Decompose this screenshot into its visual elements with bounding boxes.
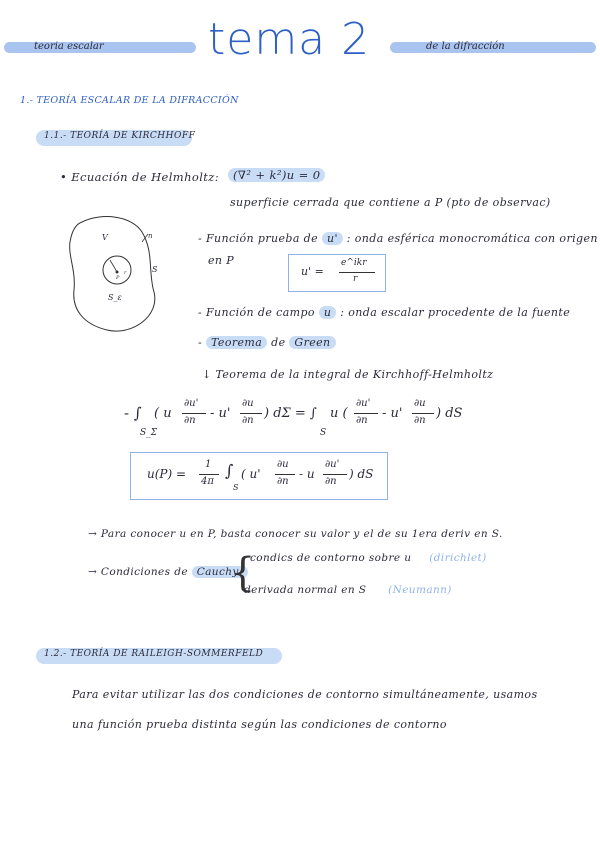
- eq1-frac2-num: ∂u: [242, 398, 254, 409]
- green-highlight-2: Green: [289, 336, 335, 349]
- condition-2: [244, 584, 452, 596]
- eq1-frac4-bar: [412, 413, 434, 414]
- header-right-bar: [390, 42, 596, 53]
- eq1-right-sub: S: [320, 428, 327, 438]
- section-heading-1: 1.- TEORÍA ESCALAR DE LA DIFRACCIÓN: [20, 95, 239, 106]
- green-mid: de: [271, 336, 286, 349]
- kirchhoff-result-box: [130, 452, 388, 500]
- box-dup: ∂u': [325, 459, 340, 470]
- box-dn2: ∂n: [325, 476, 337, 487]
- ueq-fraction-bar: [339, 272, 375, 273]
- cond1-note: (dirichlet): [429, 552, 487, 564]
- subsection-heading-1-1: 1.1.- TEORÍA DE KIRCHHOFF: [44, 131, 196, 141]
- box-du: ∂u: [277, 459, 289, 470]
- condition-1: [250, 552, 487, 564]
- box-lhs: u(P) =: [147, 467, 187, 481]
- subsection-pill-1-2: [36, 648, 282, 664]
- box-dn: ∂n: [277, 476, 289, 487]
- label-n: n: [148, 232, 153, 240]
- box-close: ) dS: [349, 467, 374, 481]
- prueba-line: [198, 232, 598, 245]
- ueq-num: e^ikr: [341, 258, 367, 268]
- helmholtz-equation: [228, 168, 325, 182]
- prueba-line2: en P: [208, 254, 235, 267]
- campo-line: [198, 306, 570, 319]
- kirchhoff-theorem-line: ↓ Teorema de la integral de Kirchhoff-Helmholtz: [202, 368, 494, 381]
- cauchy-highlight: Cauchy:: [192, 566, 248, 578]
- page-title: tema 2: [208, 14, 371, 65]
- box-int: ∫: [225, 461, 234, 480]
- cauchy-prefix: → Condiciones de: [88, 566, 188, 578]
- green-highlight-1: Teorema: [206, 336, 267, 349]
- ueq-lhs: u' =: [301, 265, 324, 278]
- surface-outline: [70, 217, 155, 332]
- campo-var: u: [319, 306, 337, 319]
- helmholtz-label: • Ecuación de Helmholtz:: [60, 170, 220, 184]
- bullet-conocer: → Para conocer u en P, basta conocer su valor y el de su 1era deriv en S.: [88, 528, 503, 540]
- cond2-text: derivada normal en S: [244, 584, 367, 596]
- box-frac-num: 1: [205, 459, 212, 470]
- prueba-var: u': [322, 232, 343, 245]
- cond1-text: condics de contorno sobre u: [250, 552, 412, 564]
- eq1-left-sub: S_Σ: [140, 428, 158, 438]
- green-line: [198, 336, 336, 349]
- eq1-frac2-bar: [240, 413, 262, 414]
- eq1-frac1-den: ∂n: [184, 415, 196, 426]
- cauchy-brace: {: [230, 550, 256, 596]
- box-open: ( u': [241, 467, 261, 481]
- campo-prefix: - Función de campo: [198, 306, 315, 319]
- subsection-heading-1-2: 1.2.- TEORÍA DE RAILEIGH-SOMMERFELD: [44, 649, 264, 659]
- label-v: V: [102, 233, 108, 242]
- volume-diagram: [62, 212, 172, 342]
- box-sub: S: [233, 483, 239, 492]
- label-p: P: [116, 275, 120, 281]
- eq1-frac1-bar: [182, 413, 206, 414]
- eq1-right-body: u (: [330, 406, 348, 421]
- eq1-frac3-num: ∂u': [356, 398, 371, 409]
- box-minus: - u: [299, 467, 315, 481]
- label-r: r: [124, 270, 127, 276]
- rayleigh-line-2: una función prueba distinta según las condiciones de contorno: [72, 718, 447, 731]
- eq1-frac4-den: ∂n: [414, 415, 426, 426]
- box-frac2-bar: [275, 474, 295, 475]
- eq1-end: ) dS: [436, 406, 463, 421]
- green-prefix: -: [198, 336, 203, 349]
- eq1-left-int: - ∫: [124, 404, 142, 422]
- helmholtz-eq-highlight: (∇² + k²)u = 0: [228, 168, 325, 182]
- equation-1: [124, 398, 464, 442]
- eq1-frac3-bar: [354, 413, 378, 414]
- label-se: S_ε: [108, 293, 122, 302]
- prueba-suffix: : onda esférica monocromática con origen: [346, 232, 598, 245]
- label-s: S: [152, 265, 158, 274]
- eq1-frac1-num: ∂u': [184, 398, 199, 409]
- rayleigh-line-1: Para evitar utilizar las dos condiciones de contorno simultáneamente, usamos: [72, 688, 538, 701]
- header-left-tag: teoria escalar: [34, 41, 104, 52]
- surface-description: superficie cerrada que contiene a P (pto de observac): [230, 196, 551, 209]
- cauchy-line: [88, 566, 248, 578]
- header-right-tag: de la difracción: [426, 41, 505, 52]
- cond2-note: (Neumann): [388, 584, 452, 596]
- eq1-left-body: ( u: [154, 406, 172, 421]
- subsection-pill-1-1: [36, 130, 196, 146]
- eq1-mid2: - u': [382, 406, 403, 421]
- prueba-prefix: - Función prueba de: [198, 232, 319, 245]
- header-left-bar: [4, 42, 196, 53]
- box-frac3-bar: [323, 474, 347, 475]
- eq1-frac4-num: ∂u: [414, 398, 426, 409]
- eq1-mid: - u': [210, 406, 231, 421]
- campo-suffix: : onda escalar procedente de la fuente: [340, 306, 571, 319]
- box-frac-bar: [199, 474, 219, 475]
- u-prime-box: [288, 254, 386, 292]
- ueq-den: r: [353, 274, 358, 284]
- eq1-dsig: ) dΣ = ∫: [264, 406, 317, 421]
- eq1-frac3-den: ∂n: [356, 415, 368, 426]
- box-frac-den: 4π: [201, 476, 214, 487]
- eq1-frac2-den: ∂n: [242, 415, 254, 426]
